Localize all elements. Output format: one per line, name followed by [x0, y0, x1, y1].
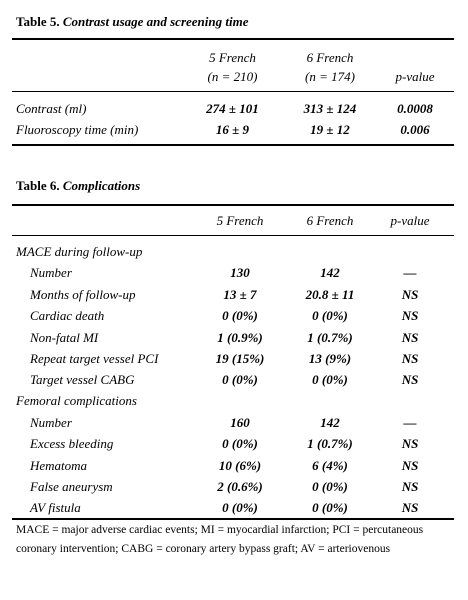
- table5-cell: 16 ± 9: [215, 122, 250, 137]
- table6-row-label: AV fistula: [30, 500, 81, 515]
- table6-cell: 19 (15%): [215, 351, 265, 366]
- table6-cell-pvalue: NS: [401, 372, 419, 387]
- table5-header-rule: [12, 91, 454, 92]
- table6-section-title: MACE during follow-up: [16, 244, 143, 259]
- table5-cell: 313 ± 124: [303, 101, 357, 116]
- table6-cell: 0 (0%): [312, 479, 348, 494]
- table6-row-label: Target vessel CABG: [30, 372, 135, 387]
- table5-caption-title: Contrast usage and screening time: [62, 14, 249, 29]
- table6-caption-title: Complications: [62, 178, 141, 193]
- table6-row-label: Non-fatal MI: [30, 330, 99, 345]
- table6-header-col2: 6 French: [306, 213, 354, 228]
- table6-cell-pvalue: NS: [401, 458, 419, 473]
- table5-cell: 19 ± 12: [310, 122, 350, 137]
- table6-cell: 160: [230, 415, 250, 430]
- table6-cell: 0 (0%): [222, 500, 258, 515]
- table6-cell: 13 (9%): [308, 351, 352, 366]
- table5-header-col2-line1: 6 French: [306, 50, 354, 65]
- table5-top-rule: [12, 38, 454, 40]
- table6-cell: 20.8 ± 11: [305, 287, 355, 302]
- table6-header-rule: [12, 235, 454, 236]
- table6-cell: 0 (0%): [312, 308, 348, 323]
- table6-row-label: Repeat target vessel PCI: [30, 351, 159, 366]
- table5-caption: [16, 14, 248, 30]
- table5-header-col2-line2: (n = 174): [305, 69, 355, 84]
- table6-cell: 10 (6%): [218, 458, 262, 473]
- table6-cell: 0 (0%): [312, 372, 348, 387]
- table6-cell: 0 (0%): [222, 372, 258, 387]
- table6-cell-pvalue: NS: [401, 287, 419, 302]
- table6-cell: 130: [230, 265, 250, 280]
- table6-cell: 13 ± 7: [223, 287, 257, 302]
- table5-cell-pvalue: 0.0008: [397, 101, 433, 116]
- table6-footnote: MACE = major adverse cardiac events; MI = myocardial infarction; PCI = percutaneous coronary intervention; CABG = coronary artery bypass graft; AV = arteriovenous: [16, 524, 424, 555]
- table5-header-col1-line2: (n = 210): [207, 69, 258, 84]
- table6-section-title: Femoral complications: [16, 393, 137, 408]
- table6-cell: 0 (0%): [312, 500, 348, 515]
- table5-caption-prefix: Table 5.: [16, 14, 60, 29]
- table6-cell-pvalue: —: [403, 415, 417, 430]
- table6-cell: 0 (0%): [222, 436, 258, 451]
- table6-row-label: Months of follow-up: [30, 287, 136, 302]
- table6-row-label: Number: [30, 265, 72, 280]
- table6-cell-pvalue: NS: [401, 351, 419, 366]
- table6-cell: 2 (0.6%): [217, 479, 263, 494]
- table5-bottom-rule: [12, 144, 454, 146]
- table6-cell-pvalue: NS: [401, 330, 419, 345]
- table6-cell-pvalue: NS: [401, 500, 419, 515]
- table6-header-pvalue: p-value: [390, 213, 430, 228]
- table5-header-pvalue: p-value: [395, 69, 435, 84]
- table6-bottom-rule: [12, 518, 454, 520]
- table6-cell: 1 (0.7%): [307, 330, 353, 345]
- table6-caption: [16, 178, 140, 194]
- table6-cell-pvalue: —: [403, 265, 417, 280]
- table6-row-label: Number: [30, 415, 72, 430]
- table6-cell: 1 (0.7%): [307, 436, 353, 451]
- table6-row-label: False aneurysm: [30, 479, 113, 494]
- table6-top-rule: [12, 204, 454, 206]
- table5-row-label: Fluoroscopy time (min): [16, 122, 139, 137]
- table6-row-label: Hematoma: [30, 458, 88, 473]
- table6-cell-pvalue: NS: [401, 436, 419, 451]
- table6-cell: 0 (0%): [222, 308, 258, 323]
- table6-row-label: Cardiac death: [30, 308, 105, 323]
- table6-cell-pvalue: NS: [401, 479, 419, 494]
- table6-cell: 1 (0.9%): [217, 330, 263, 345]
- table5-cell-pvalue: 0.006: [400, 122, 430, 137]
- table6-cell-pvalue: NS: [401, 308, 419, 323]
- table6-row-label: Excess bleeding: [30, 436, 114, 451]
- table6-cell: 142: [320, 265, 340, 280]
- table5-cell: 274 ± 101: [206, 101, 259, 116]
- table6-header-col1: 5 French: [216, 213, 264, 228]
- table6-caption-prefix: Table 6.: [16, 178, 60, 193]
- table5-row-label: Contrast (ml): [16, 101, 87, 116]
- table6-cell: 142: [320, 415, 340, 430]
- table6-cell: 6 (4%): [312, 458, 348, 473]
- table5-header-col1-line1: 5 French: [209, 50, 256, 65]
